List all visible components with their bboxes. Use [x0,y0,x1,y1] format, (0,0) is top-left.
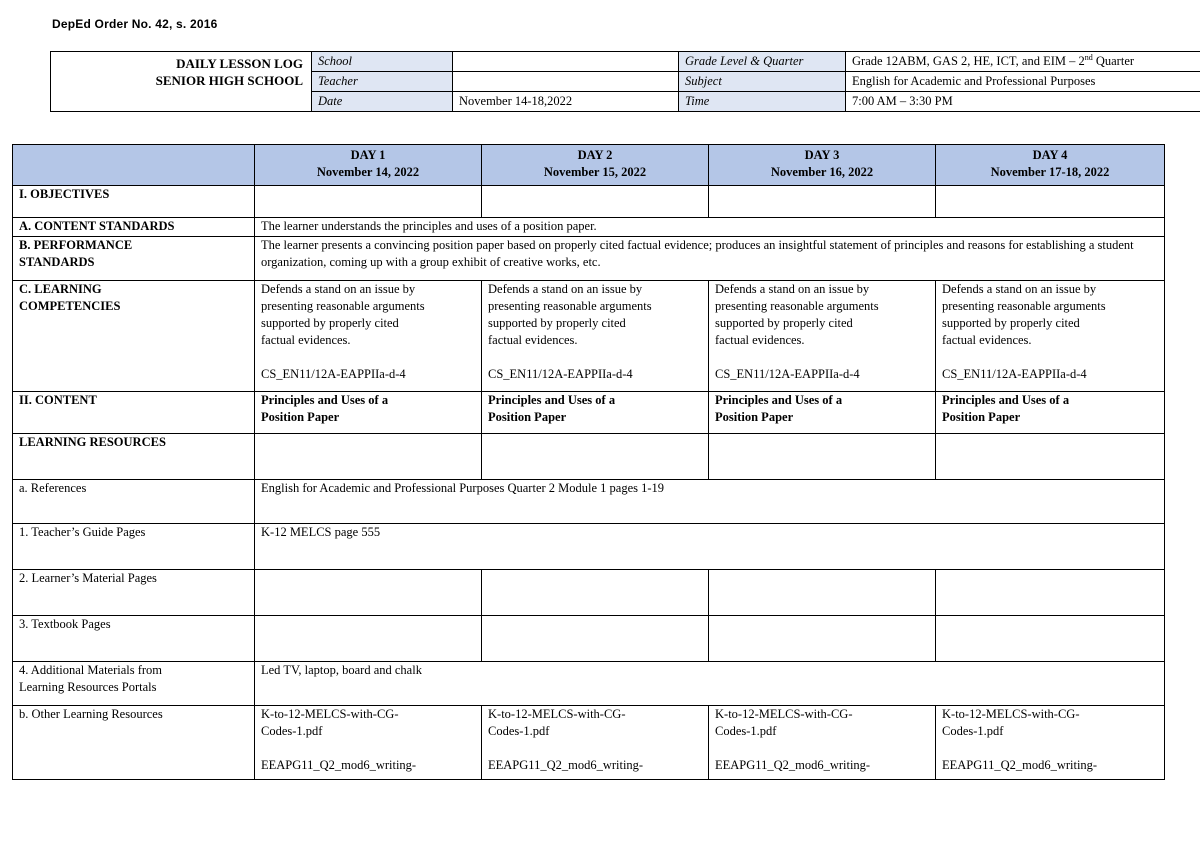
content-line2: Position Paper [715,410,794,424]
competency-code: CS_EN11/12A-EAPPIIa-d-4 [488,367,633,381]
competencies-label-line1: C. LEARNING [19,282,102,296]
other-resources-day1 [255,706,482,780]
olr-line2: Codes-1.pdf [715,724,777,738]
competency-text-line3: supported by properly cited [942,316,1080,330]
content-line2: Position Paper [488,410,567,424]
performance-standards-label [13,237,255,281]
grade-value-sup: nd [1084,52,1093,62]
day-3-date: November 16, 2022 [770,165,874,179]
grade-label: Grade Level & Quarter [679,52,846,72]
deped-order-title: DepEd Order No. 42, s. 2016 [52,17,218,31]
content-line1: Principles and Uses of a [715,393,843,407]
date-label: Date [312,92,453,112]
content-standards-label: A. CONTENT STANDARDS [13,218,255,237]
references-label: a. References [13,480,255,524]
content-day2 [482,392,709,434]
day-4-label: DAY 4 [1032,148,1068,162]
school-value[interactable] [453,52,679,72]
references-value: English for Academic and Professional Purposes Quarter 2 Module 1 pages 1-19 [255,480,1165,524]
competency-day3 [709,281,936,392]
content-day1 [255,392,482,434]
objectives-label: I. OBJECTIVES [13,186,255,218]
olr-line2: Codes-1.pdf [261,724,323,738]
content-standards-value: The learner understands the principles and uses of a position paper. [255,218,1165,237]
day-1-header [255,145,482,186]
olr-line1: K-to-12-MELCS-with-CG- [942,707,1080,721]
competency-code: CS_EN11/12A-EAPPIIa-d-4 [261,367,406,381]
additional-label-line1: 4. Additional Materials from [19,663,163,677]
day-1-date: November 14, 2022 [316,165,420,179]
learning-competencies-label [13,281,255,392]
competency-day1 [255,281,482,392]
day-2-label: DAY 2 [577,148,613,162]
teachers-guide-value: K-12 MELCS page 555 [255,524,1165,570]
competency-text-line1: Defends a stand on an issue by [261,282,416,296]
other-resources-day3 [709,706,936,780]
day-3-label: DAY 3 [804,148,840,162]
textbook-day2[interactable] [482,616,709,662]
competency-text-line4: factual evidences. [942,333,1032,347]
content-line1: Principles and Uses of a [942,393,1070,407]
content-line2: Position Paper [261,410,340,424]
learners-material-label: 2. Learner’s Material Pages [13,570,255,616]
olr-line3: EEAPG11_Q2_mod6_writing- [261,758,417,772]
objectives-day2[interactable] [482,186,709,218]
day-4-date: November 17-18, 2022 [990,165,1110,179]
competency-code: CS_EN11/12A-EAPPIIa-d-4 [715,367,860,381]
subject-label: Subject [679,72,846,92]
resources-day3[interactable] [709,434,936,480]
competency-text-line2: presenting reasonable arguments [942,299,1106,313]
textbook-pages-label: 3. Textbook Pages [13,616,255,662]
resources-day2[interactable] [482,434,709,480]
log-title-line2: SENIOR HIGH SCHOOL [155,73,303,88]
learners-material-day4[interactable] [936,570,1165,616]
day-2-date: November 15, 2022 [543,165,647,179]
day-2-header [482,145,709,186]
objectives-day3[interactable] [709,186,936,218]
competency-text-line3: supported by properly cited [715,316,853,330]
textbook-day4[interactable] [936,616,1165,662]
learners-material-day1[interactable] [255,570,482,616]
teacher-label: Teacher [312,72,453,92]
competencies-label-line2: COMPETENCIES [19,299,121,313]
log-title [51,52,312,112]
day-1-label: DAY 1 [350,148,386,162]
olr-line3: EEAPG11_Q2_mod6_writing- [488,758,644,772]
competency-text-line1: Defends a stand on an issue by [488,282,643,296]
teachers-guide-label: 1. Teacher’s Guide Pages [13,524,255,570]
time-label: Time [679,92,846,112]
other-resources-day2 [482,706,709,780]
competency-day4 [936,281,1165,392]
performance-standards-value: The learner presents a convincing position paper based on properly cited factual evidence; produces an insightful statement of principles and reasons for establishing a student organization, coming up with a group exhibit of creative works, etc. [255,237,1165,281]
lesson-log-table [12,144,1165,780]
day-3-header [709,145,936,186]
performance-label-line1: B. PERFORMANCE [19,238,133,252]
learners-material-day2[interactable] [482,570,709,616]
school-label: School [312,52,453,72]
objectives-day4[interactable] [936,186,1165,218]
log-title-line1: DAILY LESSON LOG [176,56,303,71]
other-resources-day4 [936,706,1165,780]
content-line1: Principles and Uses of a [488,393,616,407]
content-line1: Principles and Uses of a [261,393,389,407]
competency-text-line4: factual evidences. [715,333,805,347]
resources-day4[interactable] [936,434,1165,480]
competency-text-line4: factual evidences. [261,333,351,347]
olr-line1: K-to-12-MELCS-with-CG- [715,707,853,721]
day-4-header [936,145,1165,186]
competency-day2 [482,281,709,392]
header-info-table [50,51,1200,112]
competency-text-line3: supported by properly cited [488,316,626,330]
olr-line2: Codes-1.pdf [942,724,1004,738]
content-day3 [709,392,936,434]
grade-value-main: Grade 12ABM, GAS 2, HE, ICT, and EIM – 2 [852,54,1085,68]
performance-label-line2: STANDARDS [19,255,95,269]
textbook-day1[interactable] [255,616,482,662]
header-corner-cell [13,145,255,186]
additional-materials-value: Led TV, laptop, board and chalk [255,662,1165,706]
grade-value[interactable] [846,52,1200,72]
olr-line1: K-to-12-MELCS-with-CG- [488,707,626,721]
textbook-day3[interactable] [709,616,936,662]
grade-value-tail: Quarter [1092,54,1135,68]
competency-text-line4: factual evidences. [488,333,578,347]
additional-materials-label [13,662,255,706]
learning-resources-label: LEARNING RESOURCES [13,434,255,480]
content-day4 [936,392,1165,434]
competency-text-line1: Defends a stand on an issue by [942,282,1097,296]
content-label: II. CONTENT [13,392,255,434]
other-resources-label: b. Other Learning Resources [13,706,255,780]
resources-day1[interactable] [255,434,482,480]
learners-material-day3[interactable] [709,570,936,616]
olr-line1: K-to-12-MELCS-with-CG- [261,707,399,721]
content-line2: Position Paper [942,410,1021,424]
competency-code: CS_EN11/12A-EAPPIIa-d-4 [942,367,1087,381]
olr-line2: Codes-1.pdf [488,724,550,738]
competency-text-line3: supported by properly cited [261,316,399,330]
subject-value[interactable]: English for Academic and Professional Purposes [846,72,1200,92]
olr-line3: EEAPG11_Q2_mod6_writing- [942,758,1098,772]
additional-label-line2: Learning Resources Portals [19,680,157,694]
date-value[interactable]: November 14-18,2022 [453,92,679,112]
olr-line3: EEAPG11_Q2_mod6_writing- [715,758,871,772]
competency-text-line2: presenting reasonable arguments [715,299,879,313]
time-value[interactable]: 7:00 AM – 3:30 PM [846,92,1200,112]
competency-text-line1: Defends a stand on an issue by [715,282,870,296]
teacher-value[interactable] [453,72,679,92]
objectives-day1[interactable] [255,186,482,218]
competency-text-line2: presenting reasonable arguments [488,299,652,313]
competency-text-line2: presenting reasonable arguments [261,299,425,313]
